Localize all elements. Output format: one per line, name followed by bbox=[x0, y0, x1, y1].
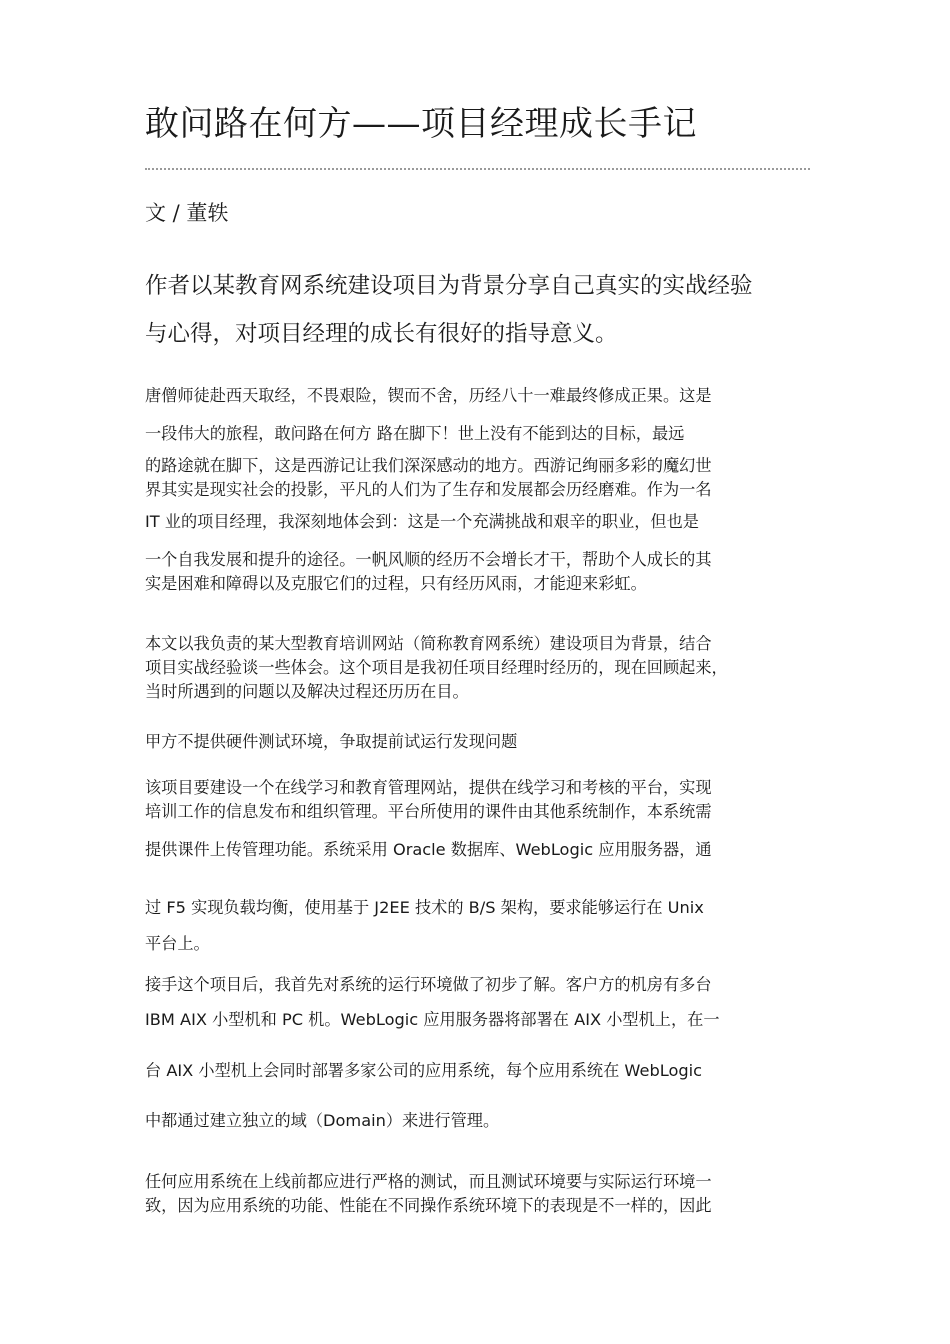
paragraph-line: 唐僧师徒赴西天取经，不畏艰险，锲而不舍，历经八十一难最终修成正果。这是 bbox=[145, 386, 712, 405]
article-summary bbox=[145, 262, 825, 358]
body-paragraph bbox=[145, 776, 825, 956]
summary-line: 与心得，对项目经理的成长有很好的指导意义。 bbox=[145, 321, 618, 347]
paragraph-line: 当时所遇到的问题以及解决过程还历历在目。 bbox=[145, 682, 469, 701]
paragraph-line: IBM AIX 小型机和 PC 机。WebLogic 应用服务器将部署在 AIX 小型机上，在一 bbox=[145, 1010, 720, 1029]
paragraph-line: 本文以我负责的某大型教育培训网站（简称教育网系统）建设项目为背景，结合 bbox=[145, 634, 712, 653]
section-heading-text: 甲方不提供硬件测试环境，争取提前试运行发现问题 bbox=[145, 732, 518, 751]
body-paragraph bbox=[145, 973, 825, 1133]
paragraph-line: 致，因为应用系统的功能、性能在不同操作系统环境下的表现是不一样的，因此 bbox=[145, 1196, 712, 1215]
paragraph-line: 一个自我发展和提升的途径。一帆风顺的经历不会增长才干，帮助个人成长的其 bbox=[145, 550, 712, 569]
paragraph-line: 平台上。 bbox=[145, 934, 210, 953]
paragraph-line: 台 AIX 小型机上会同时部署多家公司的应用系统，每个应用系统在 WebLogic bbox=[145, 1061, 703, 1080]
body-paragraph bbox=[145, 384, 825, 596]
article-title: 敢问路在何方——项目经理成长手记 bbox=[145, 104, 697, 144]
paragraph-line: 接手这个项目后，我首先对系统的运行环境做了初步了解。客户方的机房有多台 bbox=[145, 975, 712, 994]
paragraph-line: 一段伟大的旅程，敢问路在何方 路在脚下！世上没有不能到达的目标，最远 bbox=[145, 424, 685, 443]
paragraph-line: 过 F5 实现负载均衡，使用基于 J2EE 技术的 B/S 架构，要求能够运行在 Unix bbox=[145, 898, 704, 917]
paragraph-line: 项目实战经验谈一些体会。这个项目是我初任项目经理时经历的，现在回顾起来， bbox=[145, 658, 728, 677]
paragraph-line: 提供课件上传管理功能。系统采用 Oracle 数据库、WebLogic 应用服务器，通 bbox=[145, 840, 712, 859]
summary-line: 作者以某教育网系统建设项目为背景分享自己真实的实战经验 bbox=[145, 273, 753, 299]
article-author: 文 / 董轶 bbox=[145, 201, 229, 225]
section-heading bbox=[145, 730, 825, 754]
paragraph-line: 中都通过建立独立的域（Domain）来进行管理。 bbox=[145, 1111, 500, 1130]
paragraph-line: 界其实是现实社会的投影，平凡的人们为了生存和发展都会历经磨难。作为一名 bbox=[145, 480, 712, 499]
title-divider bbox=[145, 168, 810, 170]
body-paragraph bbox=[145, 632, 825, 704]
paragraph-line: 实是困难和障碍以及克服它们的过程，只有经历风雨，才能迎来彩虹。 bbox=[145, 574, 647, 593]
paragraph-line: 该项目要建设一个在线学习和教育管理网站，提供在线学习和考核的平台，实现 bbox=[145, 778, 712, 797]
body-paragraph bbox=[145, 1170, 825, 1218]
paragraph-line: 任何应用系统在上线前都应进行严格的测试，而且测试环境要与实际运行环境一 bbox=[145, 1172, 712, 1191]
paragraph-line: 的路途就在脚下，这是西游记让我们深深感动的地方。西游记绚丽多彩的魔幻世 bbox=[145, 456, 712, 475]
paragraph-line: 培训工作的信息发布和组织管理。平台所使用的课件由其他系统制作，本系统需 bbox=[145, 802, 712, 821]
paragraph-line: IT 业的项目经理，我深刻地体会到：这是一个充满挑战和艰辛的职业，但也是 bbox=[145, 512, 699, 531]
